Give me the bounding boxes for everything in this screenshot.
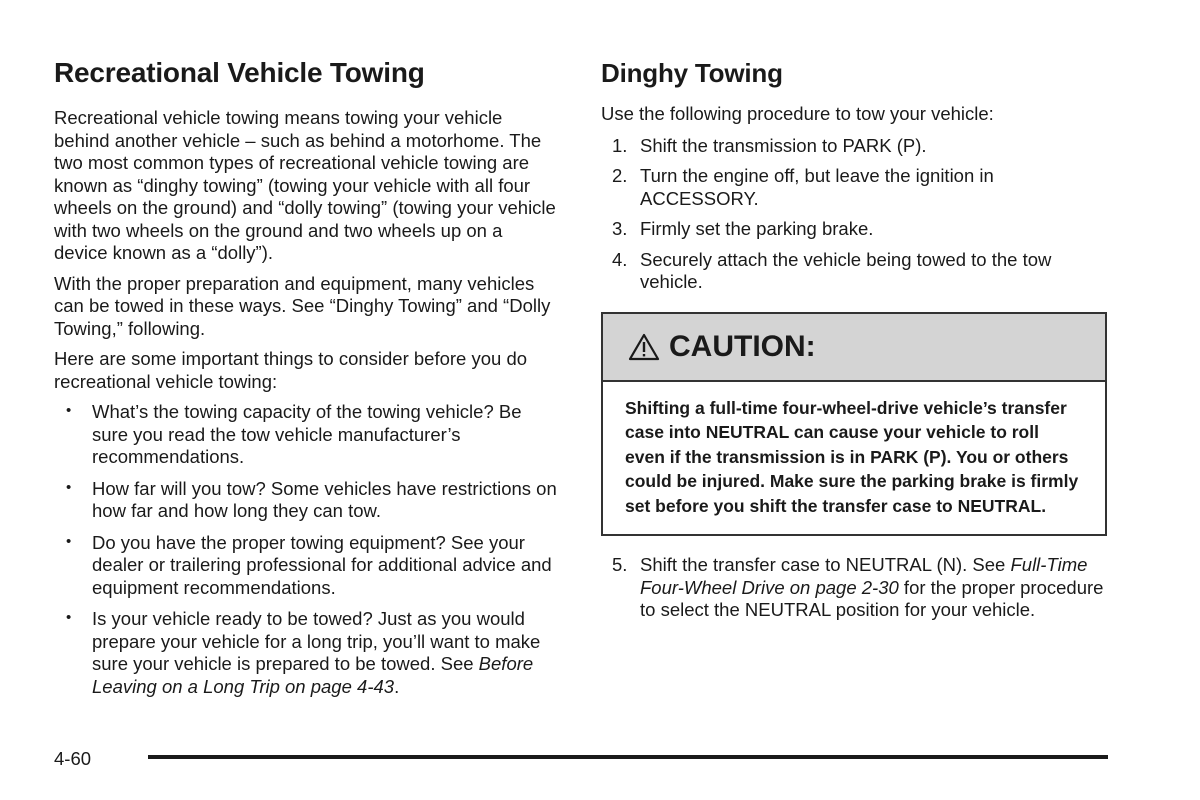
section-heading-recreational-towing: Recreational Vehicle Towing — [54, 57, 425, 88]
footer-divider — [148, 755, 1108, 759]
caution-text: Shifting a full-time four-wheel-drive vehicle’s transfer case into NEUTRAL can cause your vehicle to roll even if the transmission is in PARK (P). You or others could be injured. Make sure the parking brake is firmly set before you shift the transfer case to NEUTRAL. — [625, 397, 1079, 516]
list-item — [54, 608, 560, 698]
procedure-steps — [601, 135, 1107, 294]
bullet-icon: • — [66, 532, 72, 550]
paragraph: With the proper preparation and equipment, many vehicles can be towed in these ways. See “Dinghy Towing” and “Dolly Towing,” following. — [54, 272, 551, 339]
step-text-end: for the proper procedure to select the NEUTRAL position for your vehicle. — [640, 576, 1104, 620]
list-item-text-end: . — [394, 675, 400, 697]
list-item — [54, 532, 560, 600]
step-item — [601, 165, 1107, 210]
step-text: Shift the transfer case to NEUTRAL (N). See — [640, 554, 1011, 575]
step-text: Firmly set the parking brake. — [640, 218, 874, 239]
step-number: 1. — [612, 134, 628, 156]
list-item-text: Is your vehicle ready to be towed? Just as you would prepare your vehicle for a long trip, you’ll want to make sure your vehicle is prepared to be towed. See — [92, 608, 541, 674]
step-item — [601, 249, 1107, 294]
paragraph: Recreational vehicle towing means towing your vehicle behind another vehicle – such as behind a motorhome. The two most common types of recreational vehicle towing are known as “dinghy towing” (towing your vehicle with all four wheels on the ground) and “dolly towing” (towing your vehicle with two wheels on the ground and two wheels up on a device known as a “dolly”). — [54, 107, 556, 263]
warning-triangle-icon — [627, 332, 661, 362]
section-heading-dinghy-towing: Dinghy Towing — [601, 58, 783, 88]
bullet-icon: • — [66, 478, 72, 496]
list-item-text: How far will you tow? Some vehicles have restrictions on how far and how long they can tow. — [92, 477, 557, 521]
caution-box — [601, 312, 1107, 537]
caution-label: CAUTION: — [669, 329, 816, 363]
step-text: Shift the transmission to PARK (P). — [640, 134, 927, 156]
list-item-text: What’s the towing capacity of the towing vehicle? Be sure you read the tow vehicle manufacturer’s recommendations. — [92, 401, 522, 467]
step-text: Securely attach the vehicle being towed to the tow vehicle. — [640, 248, 1052, 292]
step-number: 4. — [612, 248, 628, 270]
caution-header — [603, 314, 1105, 382]
left-column — [54, 55, 560, 707]
step-number: 2. — [612, 165, 628, 186]
procedure-steps-continued — [601, 554, 1107, 622]
step-text: Turn the engine off, but leave the ignition in ACCESSORY. — [640, 165, 994, 209]
list-item — [54, 478, 560, 523]
bullet-icon: • — [66, 609, 72, 626]
cross-reference-link[interactable]: Before Leaving on a Long Trip on page 4-43 — [92, 653, 534, 697]
cross-reference-link[interactable]: Full-Time Four-Wheel Drive on page 2-30 — [640, 554, 1088, 598]
procedure-intro: Use the following procedure to tow your vehicle: — [601, 103, 994, 124]
step-item — [601, 135, 1107, 158]
right-column — [601, 55, 1107, 630]
paragraph: Here are some important things to consider before you do recreational vehicle towing: — [54, 348, 528, 392]
considerations-list — [54, 401, 560, 698]
bullet-icon: • — [66, 402, 72, 419]
step-item — [601, 218, 1107, 241]
step-number: 5. — [612, 554, 628, 575]
step-item — [601, 554, 1107, 622]
list-item — [54, 401, 560, 469]
list-item-text: Do you have the proper towing equipment? See your dealer or trailering professional for additional advice and equipment recommendations. — [92, 531, 552, 598]
step-number: 3. — [612, 218, 628, 239]
page-number: 4-60 — [54, 748, 92, 769]
